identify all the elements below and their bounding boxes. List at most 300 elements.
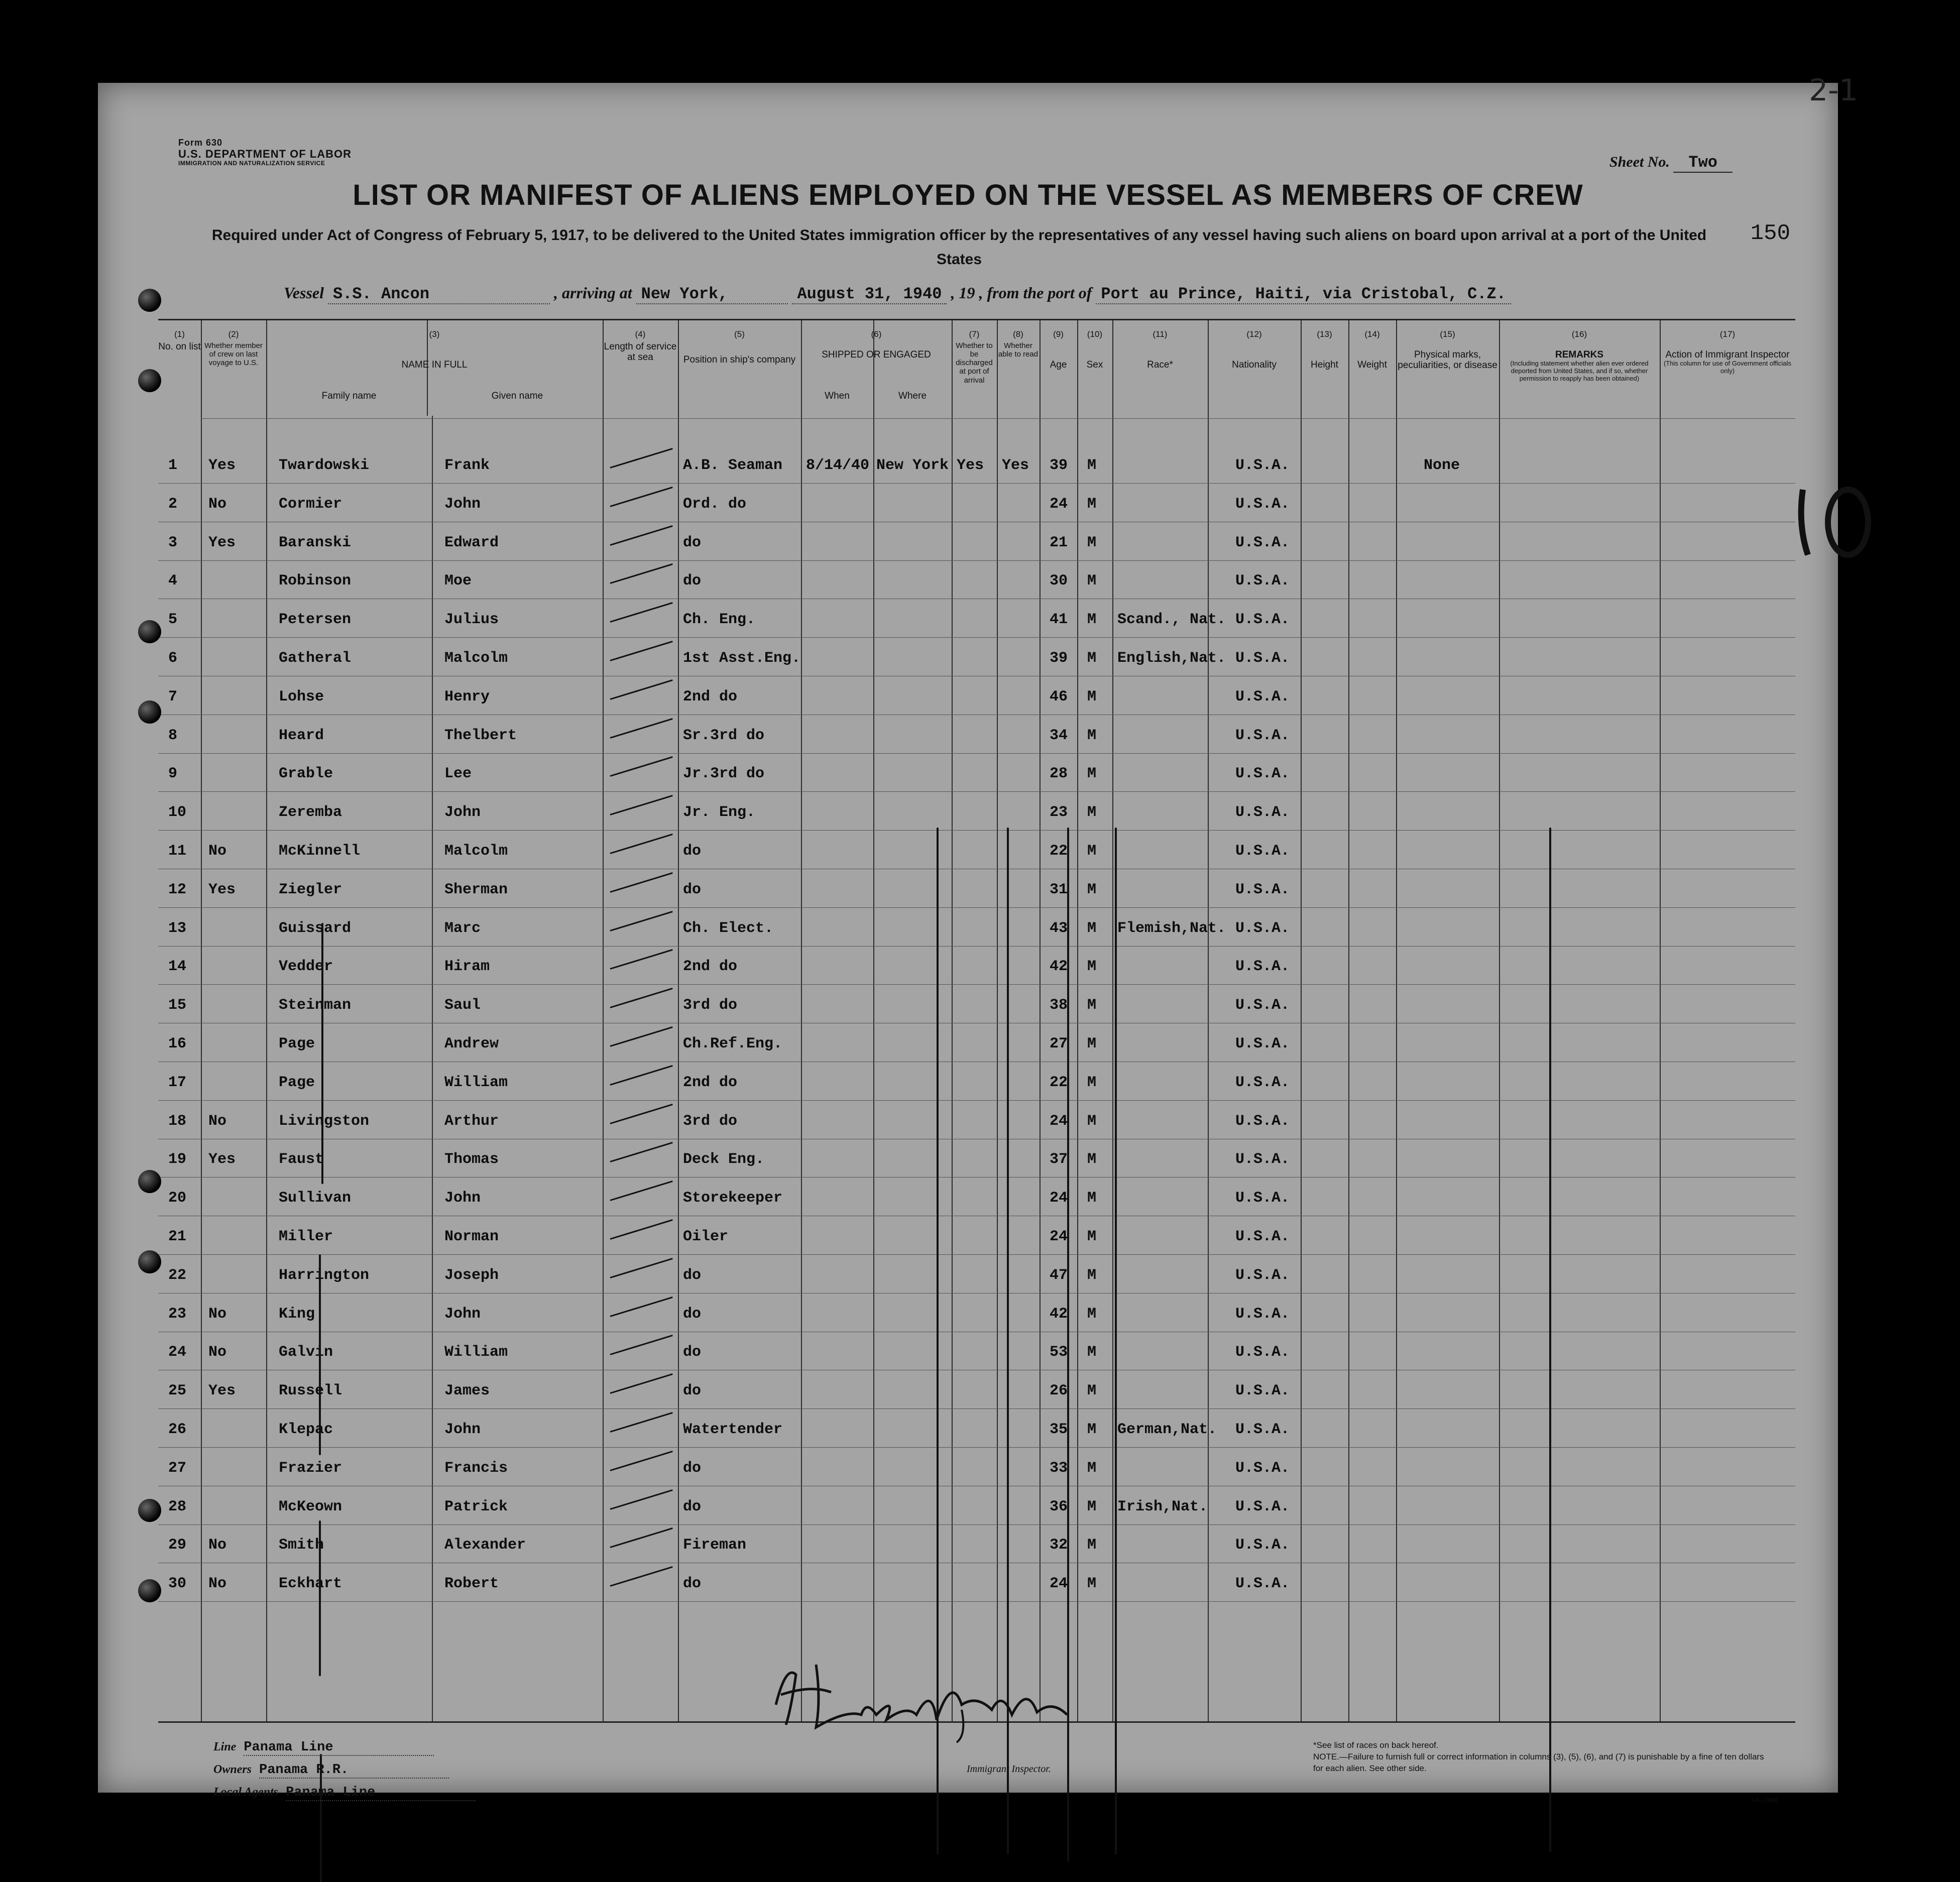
service-tick-mark — [610, 1026, 673, 1047]
family-name: Ziegler — [279, 881, 342, 898]
service-tick-mark — [610, 1335, 673, 1355]
age: 24 — [1050, 495, 1068, 513]
position: do — [683, 1305, 702, 1323]
position: do — [683, 1459, 702, 1477]
service-tick-mark — [610, 602, 673, 623]
family-name: Gatheral — [279, 650, 352, 667]
row-number: 26 — [168, 1421, 187, 1438]
col-header-discharged: (7) Whether to be discharged at port of arrival — [956, 329, 993, 385]
age: 24 — [1050, 1228, 1068, 1245]
given-name: Patrick — [444, 1498, 508, 1515]
sex: M — [1087, 1035, 1097, 1052]
nationality: U.S.A. — [1235, 1305, 1290, 1323]
service-tick-mark — [610, 834, 673, 854]
sex: M — [1087, 1074, 1097, 1091]
table-row — [158, 485, 1795, 523]
family-name: Klepac — [279, 1421, 333, 1438]
service-tick-mark — [610, 795, 673, 815]
col-header-name: (3) NAME IN FULL — [401, 329, 468, 370]
age: 27 — [1050, 1035, 1068, 1052]
row-number: 12 — [168, 881, 187, 898]
nationality: U.S.A. — [1235, 1228, 1290, 1245]
position: 3rd do — [683, 1112, 738, 1130]
punch-hole — [138, 369, 161, 392]
table-row — [158, 523, 1795, 561]
row-number: 6 — [168, 650, 178, 667]
given-name: Henry — [444, 688, 490, 705]
nationality: U.S.A. — [1235, 1074, 1290, 1091]
failure-note: NOTE.—Failure to furnish full or correct information in columns (3), (5), (6), and (7) is punishable by a fine of ten dollars for each alien. See other side. — [1313, 1751, 1764, 1773]
nationality: U.S.A. — [1235, 881, 1290, 898]
race: Flemish,Nat. — [1117, 919, 1226, 937]
handwritten-mark-icon — [1793, 475, 1878, 565]
ditto-mark — [1115, 828, 1117, 1854]
nationality: U.S.A. — [1235, 495, 1290, 513]
owners-field: Owners Panama R.R. — [213, 1762, 449, 1778]
position: Watertender — [683, 1421, 783, 1438]
nationality: U.S.A. — [1235, 611, 1290, 629]
position: A.B. Seaman — [683, 457, 783, 474]
table-row — [158, 754, 1795, 792]
inspector-caption: Immigrant Inspector. — [967, 1763, 1051, 1775]
race: Scand., Nat. — [1117, 611, 1226, 629]
age: 30 — [1050, 572, 1068, 590]
arriving-label: , arriving at — [554, 284, 632, 302]
age: 43 — [1050, 919, 1068, 937]
family-name: Heard — [279, 727, 324, 744]
nationality: U.S.A. — [1235, 804, 1290, 821]
service-tick-mark — [610, 1527, 673, 1548]
col-header-weight: (14) Weight — [1357, 329, 1387, 370]
nationality: U.S.A. — [1235, 1151, 1290, 1168]
age: 31 — [1050, 881, 1068, 898]
row-number: 22 — [168, 1266, 187, 1284]
age: 39 — [1050, 457, 1068, 474]
sex: M — [1087, 1537, 1097, 1554]
nationality: U.S.A. — [1235, 1537, 1290, 1554]
sex: M — [1087, 997, 1097, 1014]
age: 42 — [1050, 1305, 1068, 1323]
row-number: 19 — [168, 1151, 187, 1168]
given-name: Sherman — [444, 881, 508, 898]
age: 23 — [1050, 804, 1068, 821]
age: 42 — [1050, 958, 1068, 976]
member-last-voyage: No — [208, 1305, 227, 1323]
given-name: William — [444, 1074, 508, 1091]
sheet-number — [1609, 153, 1733, 172]
nationality: U.S.A. — [1235, 1459, 1290, 1477]
position: Oiler — [683, 1228, 729, 1245]
page-title: LIST OR MANIFEST OF ALIENS EMPLOYED ON THE VESSEL AS MEMBERS OF CREW — [353, 179, 1583, 211]
table-row — [158, 639, 1795, 677]
position: 3rd do — [683, 997, 738, 1014]
given-name: James — [444, 1382, 490, 1400]
nationality: U.S.A. — [1235, 997, 1290, 1014]
family-name: Vedder — [279, 958, 333, 976]
position: 2nd do — [683, 1074, 738, 1091]
position: do — [683, 843, 702, 860]
position: Ord. do — [683, 495, 747, 513]
table-row — [158, 446, 1795, 484]
sex: M — [1087, 1190, 1097, 1207]
member-last-voyage: No — [208, 1575, 227, 1593]
row-number: 2 — [168, 495, 178, 513]
row-number: 29 — [168, 1537, 187, 1554]
family-name: Miller — [279, 1228, 333, 1245]
age: 33 — [1050, 1459, 1068, 1477]
col-header-length-of-service: (4) Length of service at sea — [604, 329, 677, 363]
table-row — [158, 600, 1795, 638]
member-last-voyage: No — [208, 1537, 227, 1554]
position: do — [683, 1498, 702, 1515]
service-tick-mark — [610, 1451, 673, 1471]
service-tick-mark — [610, 563, 673, 584]
col-header-given-name: Given name — [491, 391, 543, 401]
nationality: U.S.A. — [1235, 843, 1290, 860]
sex: M — [1087, 457, 1097, 474]
member-last-voyage: Yes — [208, 1382, 236, 1400]
sex: M — [1087, 765, 1097, 783]
department-header — [178, 138, 359, 167]
col-header-physical-marks: (15) Physical marks, peculiarities, or disease — [1398, 329, 1497, 371]
physical-marks: None — [1424, 457, 1460, 474]
family-name: McKinnell — [279, 843, 361, 860]
form-code: 14—1240 — [1751, 1797, 1778, 1804]
service-tick-mark — [610, 756, 673, 777]
given-name: William — [444, 1344, 508, 1361]
footer-notes — [1313, 1740, 1765, 1775]
legal-requirement-text: Required under Act of Congress of February 5, 1917, to be delivered to the United States immigration officer by the representatives of any vessel having such aliens on board upon arrival at a port of the United States — [211, 227, 1707, 268]
family-name: Livingston — [279, 1112, 370, 1130]
age: 37 — [1050, 1151, 1068, 1168]
position: Ch.Ref.Eng. — [683, 1035, 783, 1052]
manifest-sheet — [98, 73, 1858, 1804]
row-number: 1 — [168, 457, 178, 474]
given-name: Thelbert — [444, 727, 517, 744]
service-tick-mark — [610, 1373, 673, 1394]
punch-hole — [138, 700, 161, 724]
position: do — [683, 534, 702, 551]
row-number: 16 — [168, 1035, 187, 1052]
col-header-number: (1) No. on list — [158, 329, 201, 352]
nationality: U.S.A. — [1235, 1421, 1290, 1438]
sex: M — [1087, 650, 1097, 667]
discharged: Yes — [957, 457, 984, 474]
punch-hole — [138, 1250, 161, 1273]
member-last-voyage: Yes — [208, 881, 236, 898]
service-tick-mark — [610, 1065, 673, 1086]
family-name: Smith — [279, 1537, 324, 1554]
family-name: Cormier — [279, 495, 342, 513]
row-number: 23 — [168, 1305, 187, 1323]
service-tick-mark — [610, 1297, 673, 1317]
nationality: U.S.A. — [1235, 1190, 1290, 1207]
able-to-read: Yes — [1002, 457, 1029, 474]
family-name: King — [279, 1305, 315, 1323]
row-number: 24 — [168, 1344, 187, 1361]
col-header-remarks: (16) REMARKS (Including statement whether alien ever ordered deported from United States, and if so, whether permission to reapply has been obtained) — [1510, 329, 1649, 383]
given-name: Moe — [444, 572, 472, 590]
position: Jr. Eng. — [683, 804, 756, 821]
family-name: Faust — [279, 1151, 324, 1168]
given-name: Lee — [444, 765, 472, 783]
age: 35 — [1050, 1421, 1068, 1438]
col-header-shipped: (6) SHIPPED OR ENGAGED — [822, 329, 931, 360]
nationality: U.S.A. — [1235, 688, 1290, 705]
sex: M — [1087, 688, 1097, 705]
vessel-line — [284, 284, 1815, 303]
family-name: Guissard — [279, 919, 352, 937]
nationality: U.S.A. — [1235, 1498, 1290, 1515]
sex: M — [1087, 495, 1097, 513]
row-number: 27 — [168, 1459, 187, 1477]
shipped-when: 8/14/40 — [806, 457, 870, 474]
crew-table — [158, 319, 1795, 1723]
age: 21 — [1050, 534, 1068, 551]
sex: M — [1087, 919, 1097, 937]
sex: M — [1087, 1421, 1097, 1438]
age: 39 — [1050, 650, 1068, 667]
age: 38 — [1050, 997, 1068, 1014]
member-last-voyage: No — [208, 1112, 227, 1130]
position: Sr.3rd do — [683, 727, 765, 744]
nationality: U.S.A. — [1235, 1266, 1290, 1284]
position: do — [683, 1382, 702, 1400]
col-header-able-to-read: (8) Whether able to read — [998, 329, 1039, 359]
service-tick-mark — [610, 525, 673, 546]
position: do — [683, 1344, 702, 1361]
table-row — [158, 677, 1795, 716]
position: Ch. Eng. — [683, 611, 756, 629]
sex: M — [1087, 534, 1097, 551]
nationality: U.S.A. — [1235, 1112, 1290, 1130]
sex: M — [1087, 611, 1097, 629]
family-name: Russell — [279, 1382, 342, 1400]
age: 24 — [1050, 1112, 1068, 1130]
department-name: U.S. DEPARTMENT OF LABOR — [178, 147, 352, 160]
given-name: Francis — [444, 1459, 508, 1477]
row-number: 9 — [168, 765, 178, 783]
nationality: U.S.A. — [1235, 650, 1290, 667]
family-name: Sullivan — [279, 1190, 352, 1207]
given-name: John — [444, 1190, 481, 1207]
col-header-sex: (10) Sex — [1086, 329, 1103, 370]
member-last-voyage: No — [208, 1344, 227, 1361]
row-number: 8 — [168, 727, 178, 744]
service-tick-mark — [610, 641, 673, 661]
nationality: U.S.A. — [1235, 1344, 1290, 1361]
given-name: Frank — [444, 457, 490, 474]
punch-hole — [138, 1499, 161, 1522]
sex: M — [1087, 1266, 1097, 1284]
nationality: U.S.A. — [1235, 1382, 1290, 1400]
family-name: Page — [279, 1074, 315, 1091]
service-tick-mark — [610, 1219, 673, 1240]
given-name: Julius — [444, 611, 499, 629]
form-number: Form 630 — [178, 138, 223, 148]
row-number: 17 — [168, 1074, 187, 1091]
family-name: Zeremba — [279, 804, 342, 821]
family-name: McKeown — [279, 1498, 342, 1515]
race: German,Nat. — [1117, 1421, 1217, 1438]
col-header-nationality: (12) Nationality — [1232, 329, 1277, 370]
sheet-label: Sheet No. — [1609, 154, 1670, 170]
member-last-voyage: No — [208, 495, 227, 513]
col-header-inspector-action: (17) Action of Immigrant Inspector (This column for use of Government officials only) — [1663, 329, 1792, 375]
nationality: U.S.A. — [1235, 1575, 1290, 1593]
row-number: 18 — [168, 1112, 187, 1130]
row-number: 30 — [168, 1575, 187, 1593]
sex: M — [1087, 572, 1097, 590]
nationality: U.S.A. — [1235, 765, 1290, 783]
sex: M — [1087, 727, 1097, 744]
row-number: 11 — [168, 843, 187, 860]
age: 24 — [1050, 1575, 1068, 1593]
service-tick-mark — [610, 1489, 673, 1510]
nationality: U.S.A. — [1235, 534, 1290, 551]
table-row — [158, 716, 1795, 754]
arrival-port: New York, — [636, 285, 788, 304]
punch-hole — [138, 1579, 161, 1602]
nationality: U.S.A. — [1235, 727, 1290, 744]
given-name: Saul — [444, 997, 481, 1014]
position: do — [683, 572, 702, 590]
vessel-label: Vessel — [284, 284, 324, 302]
service-tick-mark — [610, 911, 673, 931]
table-row — [158, 793, 1795, 831]
row-number: 13 — [168, 919, 187, 937]
row-number: 4 — [168, 572, 178, 590]
service-tick-mark — [610, 448, 673, 468]
family-name: Frazier — [279, 1459, 342, 1477]
family-name: Steinman — [279, 997, 352, 1014]
age: 46 — [1050, 688, 1068, 705]
position: 2nd do — [683, 958, 738, 976]
sex: M — [1087, 1228, 1097, 1245]
given-name: Arthur — [444, 1112, 499, 1130]
position: Deck Eng. — [683, 1151, 765, 1168]
table-row — [158, 561, 1795, 600]
sex: M — [1087, 1498, 1097, 1515]
race: Irish,Nat. — [1117, 1498, 1208, 1515]
line-field: Line Panama Line — [213, 1740, 434, 1755]
row-number: 21 — [168, 1228, 187, 1245]
punch-hole — [138, 289, 161, 312]
family-name: Harrington — [279, 1266, 370, 1284]
position: do — [683, 1575, 702, 1593]
race: English,Nat. — [1117, 650, 1226, 667]
given-name: Malcolm — [444, 650, 508, 667]
shipped-where: New York — [876, 457, 949, 474]
punch-hole — [138, 1170, 161, 1193]
ditto-mark — [321, 923, 323, 1184]
col-header-race: (11) Race* — [1147, 329, 1173, 370]
given-name: Thomas — [444, 1151, 499, 1168]
col-header-family-name: Family name — [321, 391, 377, 401]
age: 32 — [1050, 1537, 1068, 1554]
sex: M — [1087, 1344, 1097, 1361]
service-tick-mark — [610, 1104, 673, 1124]
row-number: 10 — [168, 804, 187, 821]
col-header-height: (13) Height — [1311, 329, 1338, 370]
given-name: Norman — [444, 1228, 499, 1245]
position: Jr.3rd do — [683, 765, 765, 783]
given-name: John — [444, 495, 481, 513]
nationality: U.S.A. — [1235, 958, 1290, 976]
ditto-mark — [319, 1520, 321, 1676]
year-label: , 19 — [951, 284, 975, 302]
family-name: Robinson — [279, 572, 352, 590]
sheet-value: Two — [1673, 153, 1733, 173]
row-number: 15 — [168, 997, 187, 1014]
service-tick-mark — [610, 1258, 673, 1278]
given-name: Alexander — [444, 1537, 526, 1554]
corner-mark: 2-1 — [1809, 73, 1858, 108]
age: 22 — [1050, 1074, 1068, 1091]
service-name: IMMIGRATION AND NATURALIZATION SERVICE — [178, 159, 325, 167]
ditto-mark — [319, 1254, 321, 1455]
row-number: 14 — [168, 958, 187, 976]
given-name: John — [444, 1305, 481, 1323]
member-last-voyage: Yes — [208, 457, 236, 474]
sex: M — [1087, 958, 1097, 976]
age: 41 — [1050, 611, 1068, 629]
age: 28 — [1050, 765, 1068, 783]
agents-field: Local Agents Panama Line — [213, 1785, 476, 1800]
family-name: Eckhart — [279, 1575, 342, 1593]
row-number: 7 — [168, 688, 178, 705]
given-name: Marc — [444, 919, 481, 937]
col-header-position: (5) Position in ship's company — [683, 329, 796, 365]
sex: M — [1087, 804, 1097, 821]
service-tick-mark — [610, 1181, 673, 1201]
row-number: 5 — [168, 611, 178, 629]
col-header-age: (9) Age — [1050, 329, 1067, 370]
sex: M — [1087, 843, 1097, 860]
given-name: John — [444, 804, 481, 821]
nationality: U.S.A. — [1235, 1035, 1290, 1052]
row-number: 20 — [168, 1190, 187, 1207]
row-number: 28 — [168, 1498, 187, 1515]
family-name: Baranski — [279, 534, 352, 551]
sex: M — [1087, 1112, 1097, 1130]
vessel-name: S.S. Ancon — [328, 285, 550, 304]
inspector-signature — [766, 1644, 1077, 1745]
punch-hole — [138, 620, 161, 643]
col-header-when: When — [825, 391, 850, 401]
position: Storekeeper — [683, 1190, 783, 1207]
family-name: Page — [279, 1035, 315, 1052]
col-header-member: (2) Whether member of crew on last voyage to U.S. — [204, 329, 263, 368]
given-name: John — [444, 1421, 481, 1438]
member-last-voyage: Yes — [208, 534, 236, 551]
service-tick-mark — [610, 718, 673, 739]
departure-port: Port au Prince, Haiti, via Cristobal, C.Z. — [1096, 285, 1511, 304]
service-tick-mark — [610, 1142, 673, 1162]
age: 34 — [1050, 727, 1068, 744]
position: do — [683, 1266, 702, 1284]
from-label: , from the port of — [979, 284, 1092, 302]
sex: M — [1087, 1459, 1097, 1477]
age: 36 — [1050, 1498, 1068, 1515]
service-tick-mark — [610, 1566, 673, 1587]
service-tick-mark — [610, 487, 673, 507]
col-header-where: Where — [898, 391, 927, 401]
position: Fireman — [683, 1537, 747, 1554]
service-tick-mark — [610, 988, 673, 1008]
sex: M — [1087, 881, 1097, 898]
given-name: Hiram — [444, 958, 490, 976]
